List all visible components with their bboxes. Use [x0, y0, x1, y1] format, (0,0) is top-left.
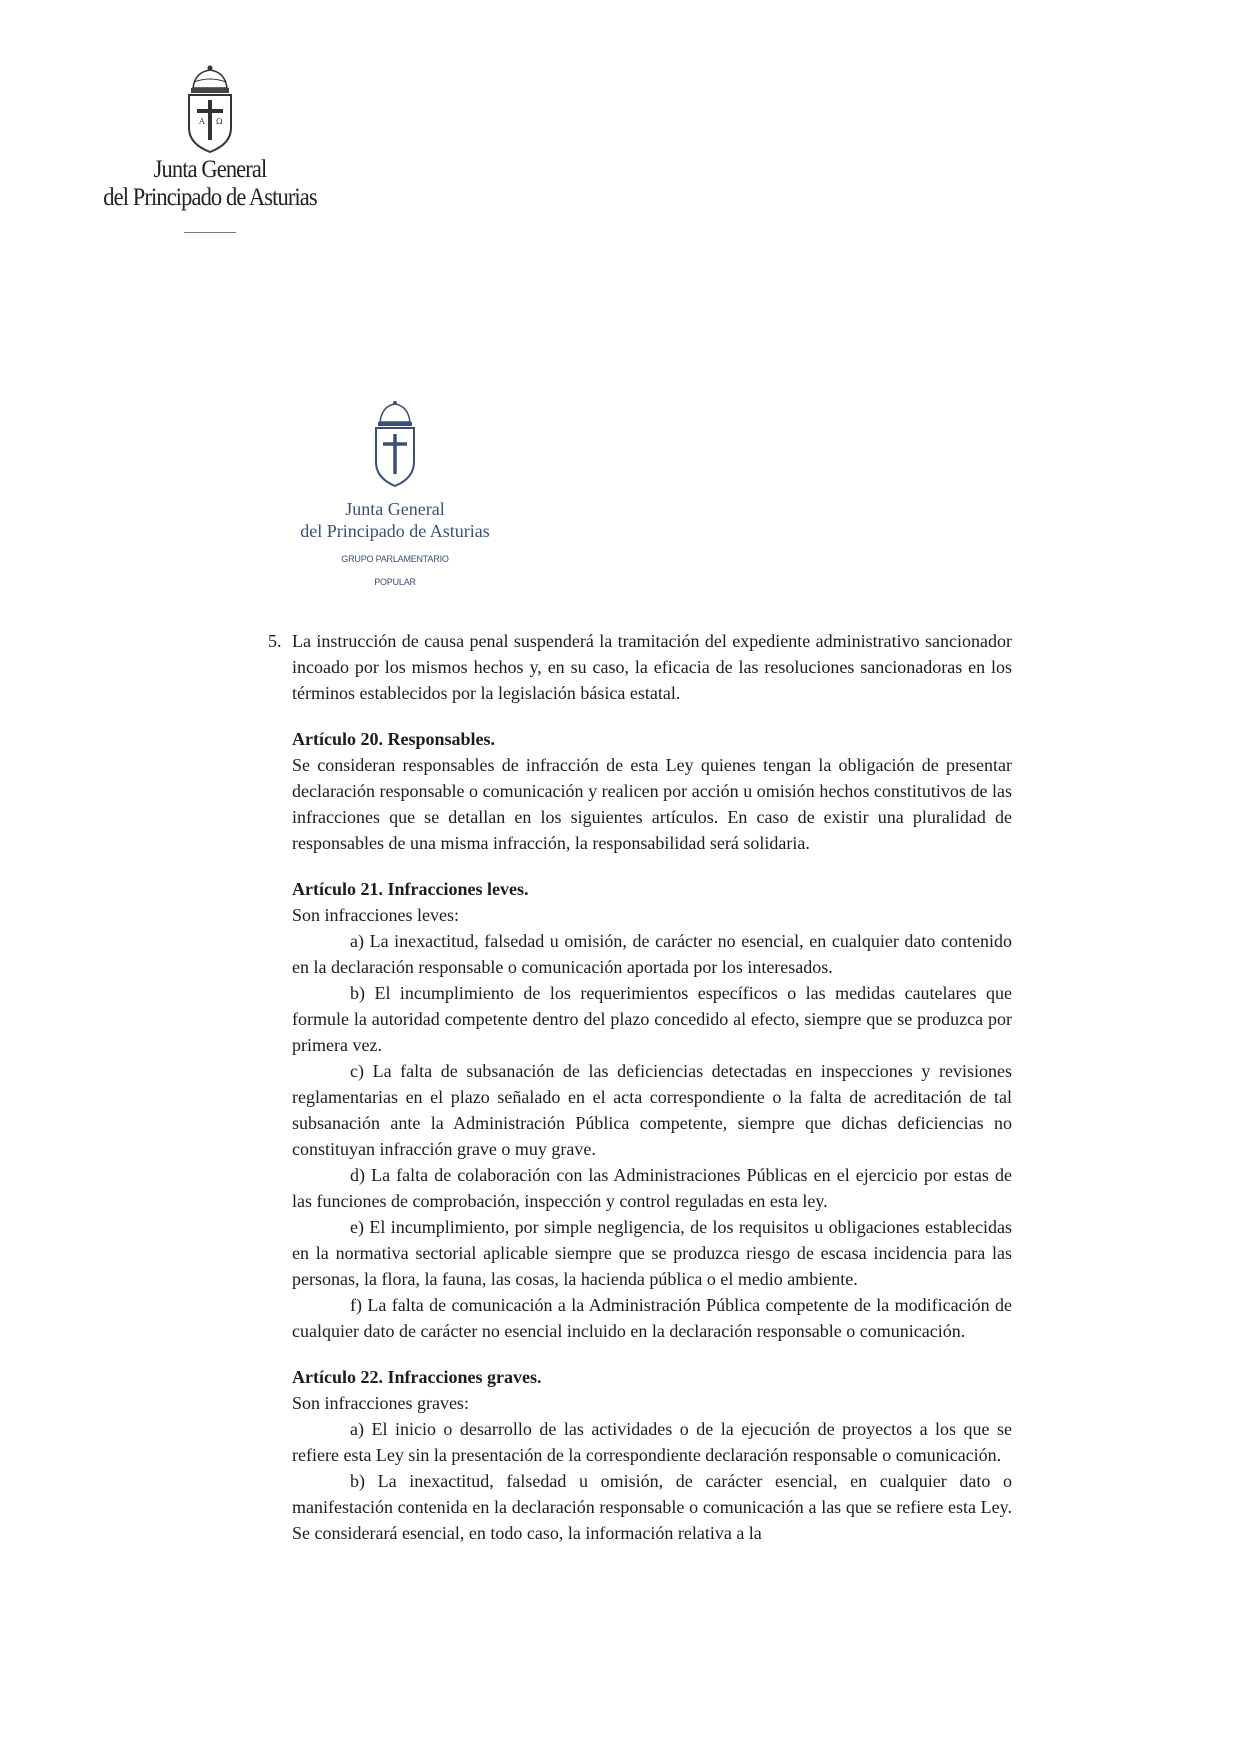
document-body [268, 628, 1012, 1546]
article-21-item-c: c) La falta de subsanación de las deficiencias detectadas en inspecciones y revisiones reglamentarias en el plazo señalado en el acta correspondiente o la falta de acreditación de tal subsanación ante la Administración Pública competente, siempre que dichas deficiencias no constituyan infracción grave o muy grave. [292, 1061, 1012, 1159]
article-20-text: Se consideran responsables de infracción de esta Ley quienes tengan la obligación de presentar declaración responsable o comunicación y realicen por acción u omisión hechos constitutivos de las infracciones que se detallan en los siguientes artículos. En caso de existir una pluralidad de responsables de una misma infracción, la responsabilidad será solidaria. [292, 755, 1012, 853]
article-22-item-a: a) El inicio o desarrollo de las actividades o de la ejecución de proyectos a los que se refiere esta Ley sin la presentación de la correspondiente declaración responsable o comunicación. [292, 1419, 1012, 1465]
article-22-title: Artículo 22. Infracciones graves. [292, 1367, 542, 1387]
institution-header [85, 64, 335, 233]
article-21-title: Artículo 21. Infracciones leves. [292, 879, 529, 899]
institution-name-line1: Junta General [153, 156, 267, 183]
article-22-intro: Son infracciones graves: [292, 1393, 469, 1413]
group-logo-line2: del Principado de Asturias [300, 521, 490, 541]
article-21-item-e: e) El incumplimiento, por simple negligencia, de los requisitos u obligaciones establecidas en la normativa sectorial aplicable siempre que se produzca riesgo de escasa incidencia para las personas, la flora, la fauna, las cosas, la hacienda pública o el medio ambiente. [292, 1217, 1012, 1289]
group-name-line1: GRUPO PARLAMENTARIO [341, 554, 449, 564]
group-name-line2: POPULAR [374, 577, 416, 587]
group-logo-line1: Junta General [345, 499, 445, 519]
institution-name-line2: del Principado de Asturias [103, 184, 317, 211]
item-5-text: La instrucción de causa penal suspenderá la tramitación del expediente administrativo sancionador incoado por los mismos hechos y, en su caso, la eficacia de las resoluciones sancionadoras en los términos establecidos por la legislación básica estatal. [292, 631, 1012, 703]
article-21-item-f: f) La falta de comunicación a la Administración Pública competente de la modificación de cualquier dato de carácter no esencial incluido en la declaración responsable o comunicación. [292, 1295, 1012, 1341]
article-22-item-b: b) La inexactitud, falsedad u omisión, de carácter esencial, en cualquier dato o manifestación contenida en la declaración responsable o comunicación a las que se refiere esta Ley. Se considerará esencial, en todo caso, la información relativa a la [292, 1471, 1012, 1543]
article-20-title: Artículo 20. Responsables. [292, 729, 496, 749]
svg-text:A: A [199, 117, 205, 126]
svg-text:Ω: Ω [216, 117, 223, 126]
parliamentary-group-logo [288, 400, 502, 588]
article-21-item-d: d) La falta de colaboración con las Administraciones Públicas en el ejercicio por estas de las funciones de comprobación, inspección y control reguladas en esta ley. [292, 1165, 1012, 1211]
header-divider [184, 232, 236, 233]
article-21-intro: Son infracciones leves: [292, 905, 459, 925]
paragraph-item-5 [268, 628, 1012, 706]
article-21-item-a: a) La inexactitud, falsedad u omisión, de carácter no esencial, en cualquier dato contenido en la declaración responsable o comunicación aportada por los interesados. [292, 931, 1012, 977]
coat-of-arms-icon [181, 64, 239, 156]
article-21-item-b: b) El incumplimiento de los requerimientos específicos o las medidas cautelares que formule la autoridad competente dentro del plazo concedido al efecto, siempre que se produzca por primera vez. [292, 983, 1012, 1055]
group-coat-of-arms-icon [370, 400, 420, 490]
item-number: 5. [268, 631, 282, 651]
